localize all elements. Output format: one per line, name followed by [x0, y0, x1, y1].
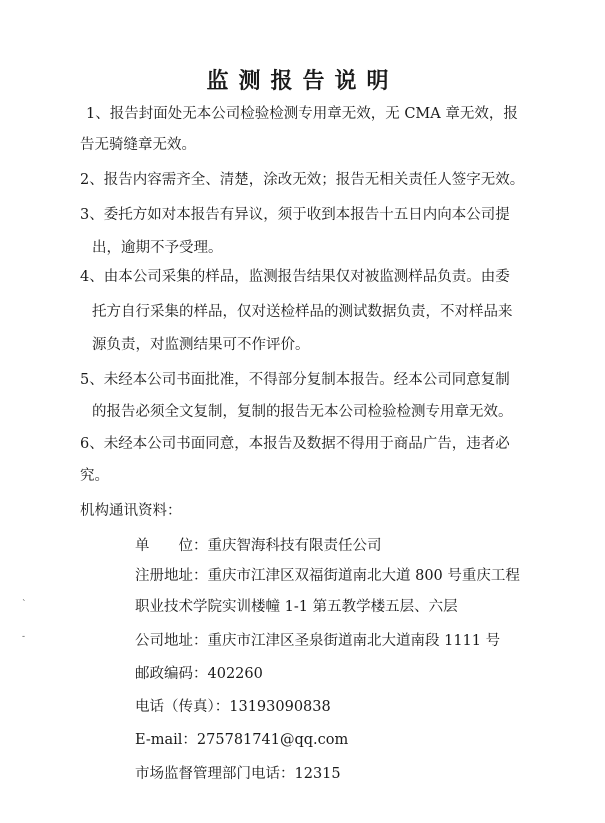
clause-1-line-2: 告无骑缝章无效。: [80, 137, 196, 153]
clause-6-line-2: 究。: [80, 468, 109, 484]
contact-postcode: 邮政编码：402260: [135, 666, 263, 682]
margin-mark-1: `: [22, 600, 27, 610]
contact-heading: 机构通讯资料：: [80, 503, 182, 519]
page-title: 监测报告说明: [206, 69, 399, 94]
clause-1-line-1: 1、报告封面处无本公司检验检测专用章无效，无 CMA 章无效，报: [86, 106, 518, 122]
margin-mark-2: -: [22, 632, 26, 642]
contact-unit: 单 位：重庆智海科技有限责任公司: [135, 538, 382, 554]
contact-reg-address-1: 注册地址：重庆市江津区双福街道南北大道 800 号重庆工程: [135, 568, 520, 584]
clause-3-line-1: 3、委托方如对本报告有异议，须于收到本报告十五日内向本公司提: [80, 207, 510, 223]
clause-4-line-1: 4、由本公司采集的样品，监测报告结果仅对被监测样品负责。由委: [80, 269, 510, 285]
clause-6-line-1: 6、未经本公司书面同意，本报告及数据不得用于商品广告，违者必: [80, 436, 510, 452]
clause-2-line-1: 2、报告内容需齐全、清楚，涂改无效；报告无相关责任人签字无效。: [80, 172, 525, 188]
clause-4-line-3: 源负责，对监测结果可不作评价。: [92, 337, 310, 353]
clause-5-line-1: 5、未经本公司书面批准，不得部分复制本报告。经本公司同意复制: [80, 372, 510, 388]
contact-company-address: 公司地址：重庆市江津区圣泉街道南北大道南段 1111 号: [135, 633, 501, 649]
clause-5-line-2: 的报告必须全文复制，复制的报告无本公司检验检测专用章无效。: [92, 404, 513, 420]
contact-phone: 电话（传真）：13193090838: [135, 699, 331, 715]
contact-email: E-mail：275781741@qq.com: [135, 732, 349, 748]
clause-4-line-2: 托方自行采集的样品，仅对送检样品的测试数据负责，不对样品来: [92, 304, 513, 320]
clause-3-line-2: 出，逾期不予受理。: [92, 240, 223, 256]
contact-reg-address-2: 职业技术学院实训楼幢 1-1 第五教学楼五层、六层: [135, 599, 458, 615]
contact-market-phone: 市场监督管理部门电话：12315: [135, 766, 341, 782]
